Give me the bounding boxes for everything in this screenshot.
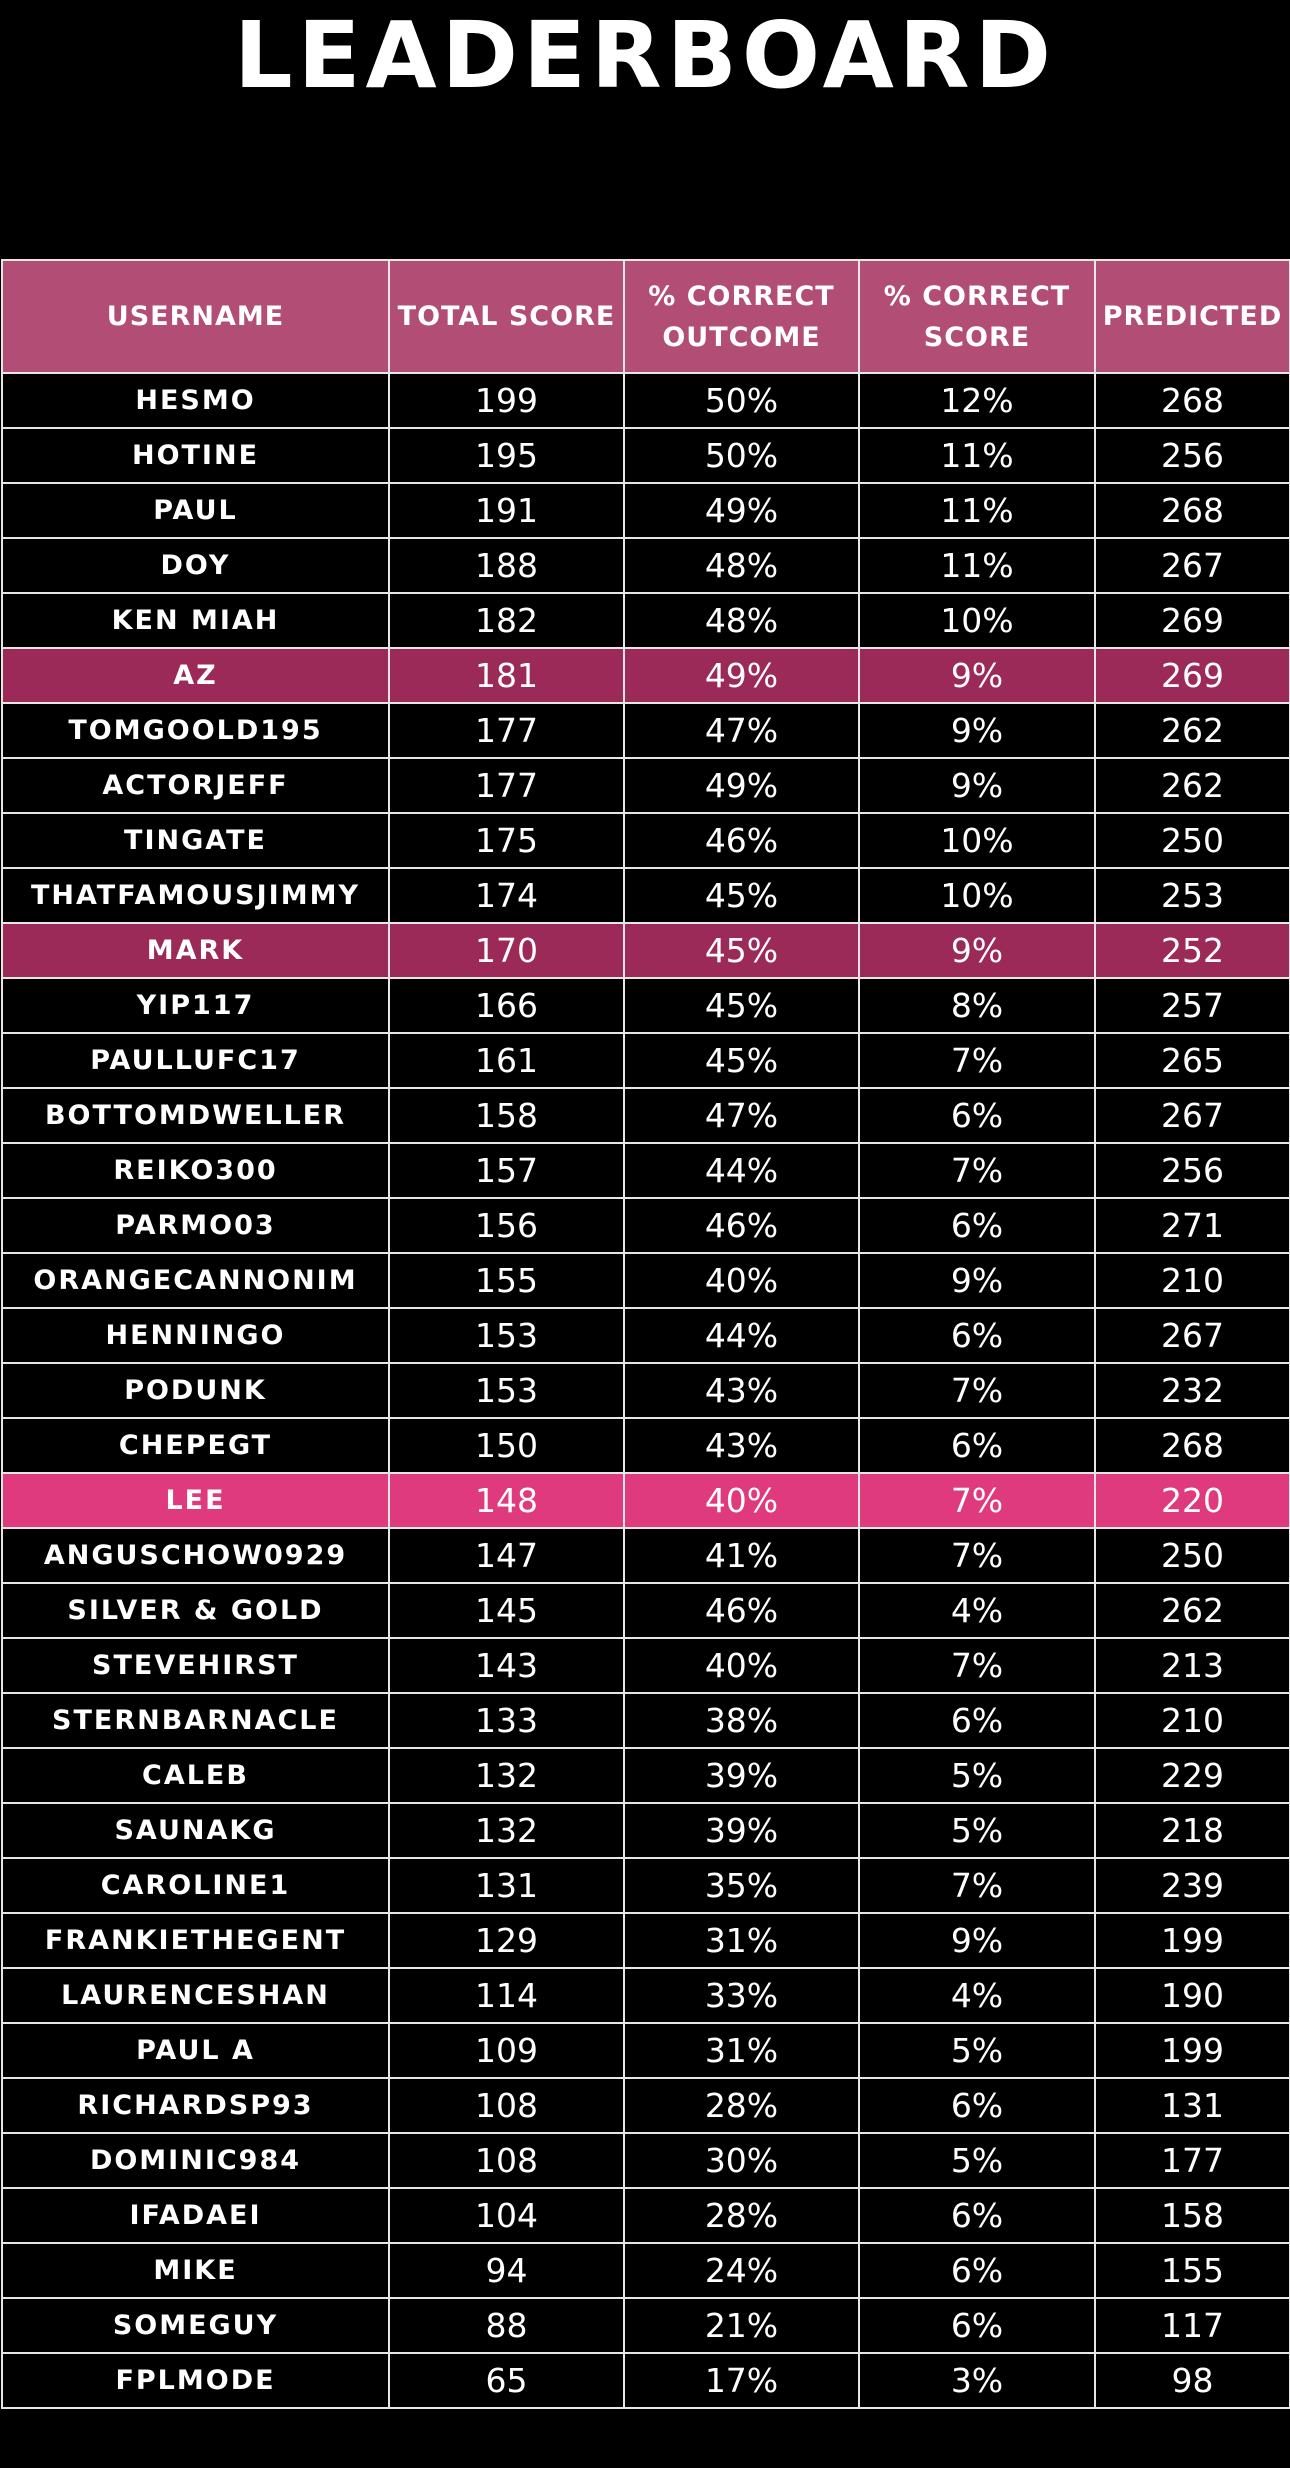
- cell-username: PAUL: [2, 483, 389, 538]
- cell-username: ACTORJEFF: [2, 758, 389, 813]
- cell-correct-outcome: 45%: [624, 978, 859, 1033]
- cell-correct-outcome: 46%: [624, 813, 859, 868]
- cell-predicted: 218: [1095, 1803, 1290, 1858]
- cell-correct-score: 7%: [859, 1858, 1095, 1913]
- cell-total-score: 108: [389, 2133, 624, 2188]
- cell-predicted: 267: [1095, 1088, 1290, 1143]
- cell-username: HESMO: [2, 373, 389, 428]
- cell-username: FRANKIETHEGENT: [2, 1913, 389, 1968]
- cell-predicted: 199: [1095, 2023, 1290, 2078]
- cell-correct-score: 7%: [859, 1143, 1095, 1198]
- cell-correct-score: 7%: [859, 1528, 1095, 1583]
- cell-predicted: 253: [1095, 868, 1290, 923]
- table-row: [2, 1363, 1290, 1418]
- cell-predicted: 155: [1095, 2243, 1290, 2298]
- cell-total-score: 132: [389, 1748, 624, 1803]
- cell-correct-outcome: 47%: [624, 703, 859, 758]
- cell-predicted: 177: [1095, 2133, 1290, 2188]
- cell-total-score: 109: [389, 2023, 624, 2078]
- cell-username: PODUNK: [2, 1363, 389, 1418]
- cell-correct-score: 6%: [859, 2078, 1095, 2133]
- cell-correct-outcome: 46%: [624, 1198, 859, 1253]
- table-row: [2, 483, 1290, 538]
- table-row: [2, 1693, 1290, 1748]
- cell-predicted: 265: [1095, 1033, 1290, 1088]
- cell-correct-score: 5%: [859, 2133, 1095, 2188]
- cell-correct-score: 12%: [859, 373, 1095, 428]
- cell-correct-score: 6%: [859, 1088, 1095, 1143]
- table-row: [2, 1583, 1290, 1638]
- cell-correct-outcome: 45%: [624, 1033, 859, 1088]
- cell-username: LAURENCESHAN: [2, 1968, 389, 2023]
- cell-correct-outcome: 49%: [624, 758, 859, 813]
- cell-correct-outcome: 47%: [624, 1088, 859, 1143]
- cell-total-score: 153: [389, 1363, 624, 1418]
- cell-predicted: 268: [1095, 483, 1290, 538]
- cell-username: KEN MIAH: [2, 593, 389, 648]
- cell-correct-outcome: 45%: [624, 923, 859, 978]
- cell-correct-score: 6%: [859, 1308, 1095, 1363]
- cell-correct-outcome: 48%: [624, 538, 859, 593]
- table-row: [2, 1528, 1290, 1583]
- cell-total-score: 177: [389, 703, 624, 758]
- cell-correct-score: 7%: [859, 1363, 1095, 1418]
- table-row: [2, 1253, 1290, 1308]
- column-header-predicted: PREDICTED: [1095, 260, 1290, 373]
- cell-correct-score: 4%: [859, 1583, 1095, 1638]
- column-header-correct-score: % CORRECT SCORE: [859, 260, 1095, 373]
- cell-total-score: 188: [389, 538, 624, 593]
- table-row: [2, 1968, 1290, 2023]
- cell-correct-outcome: 24%: [624, 2243, 859, 2298]
- cell-correct-score: 6%: [859, 1418, 1095, 1473]
- cell-predicted: 98: [1095, 2353, 1290, 2408]
- cell-total-score: 145: [389, 1583, 624, 1638]
- table-row: [2, 1803, 1290, 1858]
- column-header-total-score: TOTAL SCORE: [389, 260, 624, 373]
- cell-username: YIP117: [2, 978, 389, 1033]
- cell-predicted: 220: [1095, 1473, 1290, 1528]
- cell-username: TOMGOOLD195: [2, 703, 389, 758]
- table-row: [2, 1088, 1290, 1143]
- table-row: [2, 373, 1290, 428]
- cell-predicted: 250: [1095, 813, 1290, 868]
- cell-correct-outcome: 44%: [624, 1308, 859, 1363]
- cell-correct-score: 11%: [859, 483, 1095, 538]
- cell-correct-score: 5%: [859, 2023, 1095, 2078]
- table-row: [2, 923, 1290, 978]
- cell-total-score: 161: [389, 1033, 624, 1088]
- cell-predicted: 269: [1095, 593, 1290, 648]
- cell-predicted: 131: [1095, 2078, 1290, 2133]
- cell-username: RICHARDSP93: [2, 2078, 389, 2133]
- cell-predicted: 267: [1095, 538, 1290, 593]
- cell-correct-outcome: 50%: [624, 373, 859, 428]
- cell-total-score: 147: [389, 1528, 624, 1583]
- cell-correct-outcome: 35%: [624, 1858, 859, 1913]
- cell-correct-outcome: 31%: [624, 2023, 859, 2078]
- cell-total-score: 157: [389, 1143, 624, 1198]
- cell-correct-outcome: 41%: [624, 1528, 859, 1583]
- cell-username: HOTINE: [2, 428, 389, 483]
- cell-correct-score: 6%: [859, 1198, 1095, 1253]
- table-row: [2, 1033, 1290, 1088]
- cell-correct-outcome: 49%: [624, 483, 859, 538]
- cell-username: FPLMODE: [2, 2353, 389, 2408]
- cell-total-score: 104: [389, 2188, 624, 2243]
- cell-total-score: 132: [389, 1803, 624, 1858]
- table-body: [2, 373, 1290, 2408]
- cell-total-score: 182: [389, 593, 624, 648]
- cell-total-score: 65: [389, 2353, 624, 2408]
- cell-correct-outcome: 50%: [624, 428, 859, 483]
- cell-correct-score: 7%: [859, 1638, 1095, 1693]
- table-row: [2, 1143, 1290, 1198]
- cell-correct-score: 4%: [859, 1968, 1095, 2023]
- column-header-username: USERNAME: [2, 260, 389, 373]
- cell-username: LEE: [2, 1473, 389, 1528]
- cell-total-score: 153: [389, 1308, 624, 1363]
- cell-correct-outcome: 38%: [624, 1693, 859, 1748]
- cell-predicted: 268: [1095, 1418, 1290, 1473]
- cell-username: PARMO03: [2, 1198, 389, 1253]
- cell-correct-outcome: 40%: [624, 1638, 859, 1693]
- cell-predicted: 213: [1095, 1638, 1290, 1693]
- cell-total-score: 88: [389, 2298, 624, 2353]
- cell-username: ANGUSCHOW0929: [2, 1528, 389, 1583]
- cell-username: PAUL A: [2, 2023, 389, 2078]
- cell-total-score: 143: [389, 1638, 624, 1693]
- cell-predicted: 269: [1095, 648, 1290, 703]
- cell-correct-outcome: 46%: [624, 1583, 859, 1638]
- cell-total-score: 114: [389, 1968, 624, 2023]
- table-row: [2, 1748, 1290, 1803]
- cell-total-score: 181: [389, 648, 624, 703]
- table-header: [2, 260, 1290, 373]
- column-header-correct-outcome: % CORRECT OUTCOME: [624, 260, 859, 373]
- cell-correct-outcome: 30%: [624, 2133, 859, 2188]
- cell-username: AZ: [2, 648, 389, 703]
- cell-predicted: 268: [1095, 373, 1290, 428]
- cell-correct-score: 7%: [859, 1473, 1095, 1528]
- cell-total-score: 129: [389, 1913, 624, 1968]
- cell-predicted: 232: [1095, 1363, 1290, 1418]
- cell-correct-score: 9%: [859, 648, 1095, 703]
- cell-correct-score: 6%: [859, 1693, 1095, 1748]
- cell-total-score: 195: [389, 428, 624, 483]
- cell-correct-outcome: 40%: [624, 1473, 859, 1528]
- table-row: [2, 2188, 1290, 2243]
- cell-predicted: 239: [1095, 1858, 1290, 1913]
- table-row: [2, 1418, 1290, 1473]
- cell-correct-outcome: 40%: [624, 1253, 859, 1308]
- cell-username: SAUNAKG: [2, 1803, 389, 1858]
- cell-correct-score: 11%: [859, 538, 1095, 593]
- cell-predicted: 256: [1095, 1143, 1290, 1198]
- cell-predicted: 190: [1095, 1968, 1290, 2023]
- cell-total-score: 156: [389, 1198, 624, 1253]
- cell-username: PAULLUFC17: [2, 1033, 389, 1088]
- cell-correct-outcome: 43%: [624, 1363, 859, 1418]
- cell-username: DOMINIC984: [2, 2133, 389, 2188]
- table-row: [2, 2243, 1290, 2298]
- cell-correct-score: 7%: [859, 1033, 1095, 1088]
- leaderboard-table: [1, 259, 1290, 2409]
- cell-predicted: 210: [1095, 1253, 1290, 1308]
- header-row: [2, 260, 1290, 373]
- cell-username: REIKO300: [2, 1143, 389, 1198]
- table-row: [2, 1198, 1290, 1253]
- cell-predicted: 271: [1095, 1198, 1290, 1253]
- cell-predicted: 262: [1095, 758, 1290, 813]
- table-row: [2, 2133, 1290, 2188]
- table-row: [2, 703, 1290, 758]
- cell-total-score: 158: [389, 1088, 624, 1143]
- table-row: [2, 593, 1290, 648]
- table-row: [2, 978, 1290, 1033]
- cell-total-score: 155: [389, 1253, 624, 1308]
- cell-total-score: 199: [389, 373, 624, 428]
- cell-total-score: 131: [389, 1858, 624, 1913]
- cell-correct-score: 5%: [859, 1748, 1095, 1803]
- cell-correct-score: 9%: [859, 923, 1095, 978]
- cell-correct-outcome: 39%: [624, 1803, 859, 1858]
- cell-predicted: 256: [1095, 428, 1290, 483]
- cell-predicted: 210: [1095, 1693, 1290, 1748]
- cell-predicted: 252: [1095, 923, 1290, 978]
- cell-username: TINGATE: [2, 813, 389, 868]
- cell-username: ORANGECANNONIM: [2, 1253, 389, 1308]
- cell-correct-outcome: 33%: [624, 1968, 859, 2023]
- page-header: [0, 0, 1290, 258]
- cell-predicted: 117: [1095, 2298, 1290, 2353]
- table-row: [2, 1308, 1290, 1363]
- cell-correct-score: 10%: [859, 593, 1095, 648]
- cell-correct-outcome: 21%: [624, 2298, 859, 2353]
- cell-predicted: 262: [1095, 703, 1290, 758]
- cell-username: THATFAMOUSJIMMY: [2, 868, 389, 923]
- cell-correct-score: 9%: [859, 758, 1095, 813]
- cell-correct-score: 8%: [859, 978, 1095, 1033]
- cell-total-score: 166: [389, 978, 624, 1033]
- cell-correct-outcome: 45%: [624, 868, 859, 923]
- cell-predicted: 229: [1095, 1748, 1290, 1803]
- cell-total-score: 174: [389, 868, 624, 923]
- cell-correct-score: 10%: [859, 868, 1095, 923]
- table-row: [2, 428, 1290, 483]
- cell-correct-score: 9%: [859, 1913, 1095, 1968]
- cell-total-score: 170: [389, 923, 624, 978]
- cell-correct-score: 9%: [859, 1253, 1095, 1308]
- cell-total-score: 108: [389, 2078, 624, 2133]
- cell-total-score: 148: [389, 1473, 624, 1528]
- cell-username: MIKE: [2, 2243, 389, 2298]
- cell-predicted: 257: [1095, 978, 1290, 1033]
- cell-correct-outcome: 31%: [624, 1913, 859, 1968]
- cell-predicted: 199: [1095, 1913, 1290, 1968]
- cell-correct-score: 3%: [859, 2353, 1095, 2408]
- table-row: [2, 1638, 1290, 1693]
- cell-predicted: 158: [1095, 2188, 1290, 2243]
- cell-correct-score: 5%: [859, 1803, 1095, 1858]
- table-row: [2, 1473, 1290, 1528]
- table-row: [2, 868, 1290, 923]
- cell-predicted: 267: [1095, 1308, 1290, 1363]
- cell-username: SILVER & GOLD: [2, 1583, 389, 1638]
- table-row: [2, 2298, 1290, 2353]
- cell-total-score: 175: [389, 813, 624, 868]
- cell-username: STEVEHIRST: [2, 1638, 389, 1693]
- cell-username: SOMEGUY: [2, 2298, 389, 2353]
- cell-username: IFADAEI: [2, 2188, 389, 2243]
- cell-username: MARK: [2, 923, 389, 978]
- cell-correct-outcome: 43%: [624, 1418, 859, 1473]
- cell-correct-outcome: 48%: [624, 593, 859, 648]
- cell-total-score: 133: [389, 1693, 624, 1748]
- table-row: [2, 2353, 1290, 2408]
- cell-username: HENNINGO: [2, 1308, 389, 1363]
- table-row: [2, 1858, 1290, 1913]
- table-row: [2, 813, 1290, 868]
- cell-username: DOY: [2, 538, 389, 593]
- table-row: [2, 758, 1290, 813]
- cell-correct-score: 6%: [859, 2243, 1095, 2298]
- cell-correct-outcome: 17%: [624, 2353, 859, 2408]
- table-row: [2, 2023, 1290, 2078]
- cell-username: BOTTOMDWELLER: [2, 1088, 389, 1143]
- cell-predicted: 250: [1095, 1528, 1290, 1583]
- cell-total-score: 191: [389, 483, 624, 538]
- cell-total-score: 177: [389, 758, 624, 813]
- table-row: [2, 2078, 1290, 2133]
- cell-correct-outcome: 39%: [624, 1748, 859, 1803]
- cell-correct-score: 10%: [859, 813, 1095, 868]
- cell-correct-outcome: 28%: [624, 2188, 859, 2243]
- cell-correct-score: 6%: [859, 2188, 1095, 2243]
- cell-correct-score: 6%: [859, 2298, 1095, 2353]
- cell-username: CALEB: [2, 1748, 389, 1803]
- cell-username: CHEPEGT: [2, 1418, 389, 1473]
- table-row: [2, 1913, 1290, 1968]
- cell-correct-outcome: 28%: [624, 2078, 859, 2133]
- table-row: [2, 538, 1290, 593]
- cell-predicted: 262: [1095, 1583, 1290, 1638]
- table-row: [2, 648, 1290, 703]
- cell-total-score: 94: [389, 2243, 624, 2298]
- cell-correct-score: 11%: [859, 428, 1095, 483]
- page-title: LEADERBOARD: [234, 2, 1056, 109]
- cell-total-score: 150: [389, 1418, 624, 1473]
- cell-correct-outcome: 44%: [624, 1143, 859, 1198]
- cell-correct-outcome: 49%: [624, 648, 859, 703]
- cell-username: STERNBARNACLE: [2, 1693, 389, 1748]
- cell-username: CAROLINE1: [2, 1858, 389, 1913]
- cell-correct-score: 9%: [859, 703, 1095, 758]
